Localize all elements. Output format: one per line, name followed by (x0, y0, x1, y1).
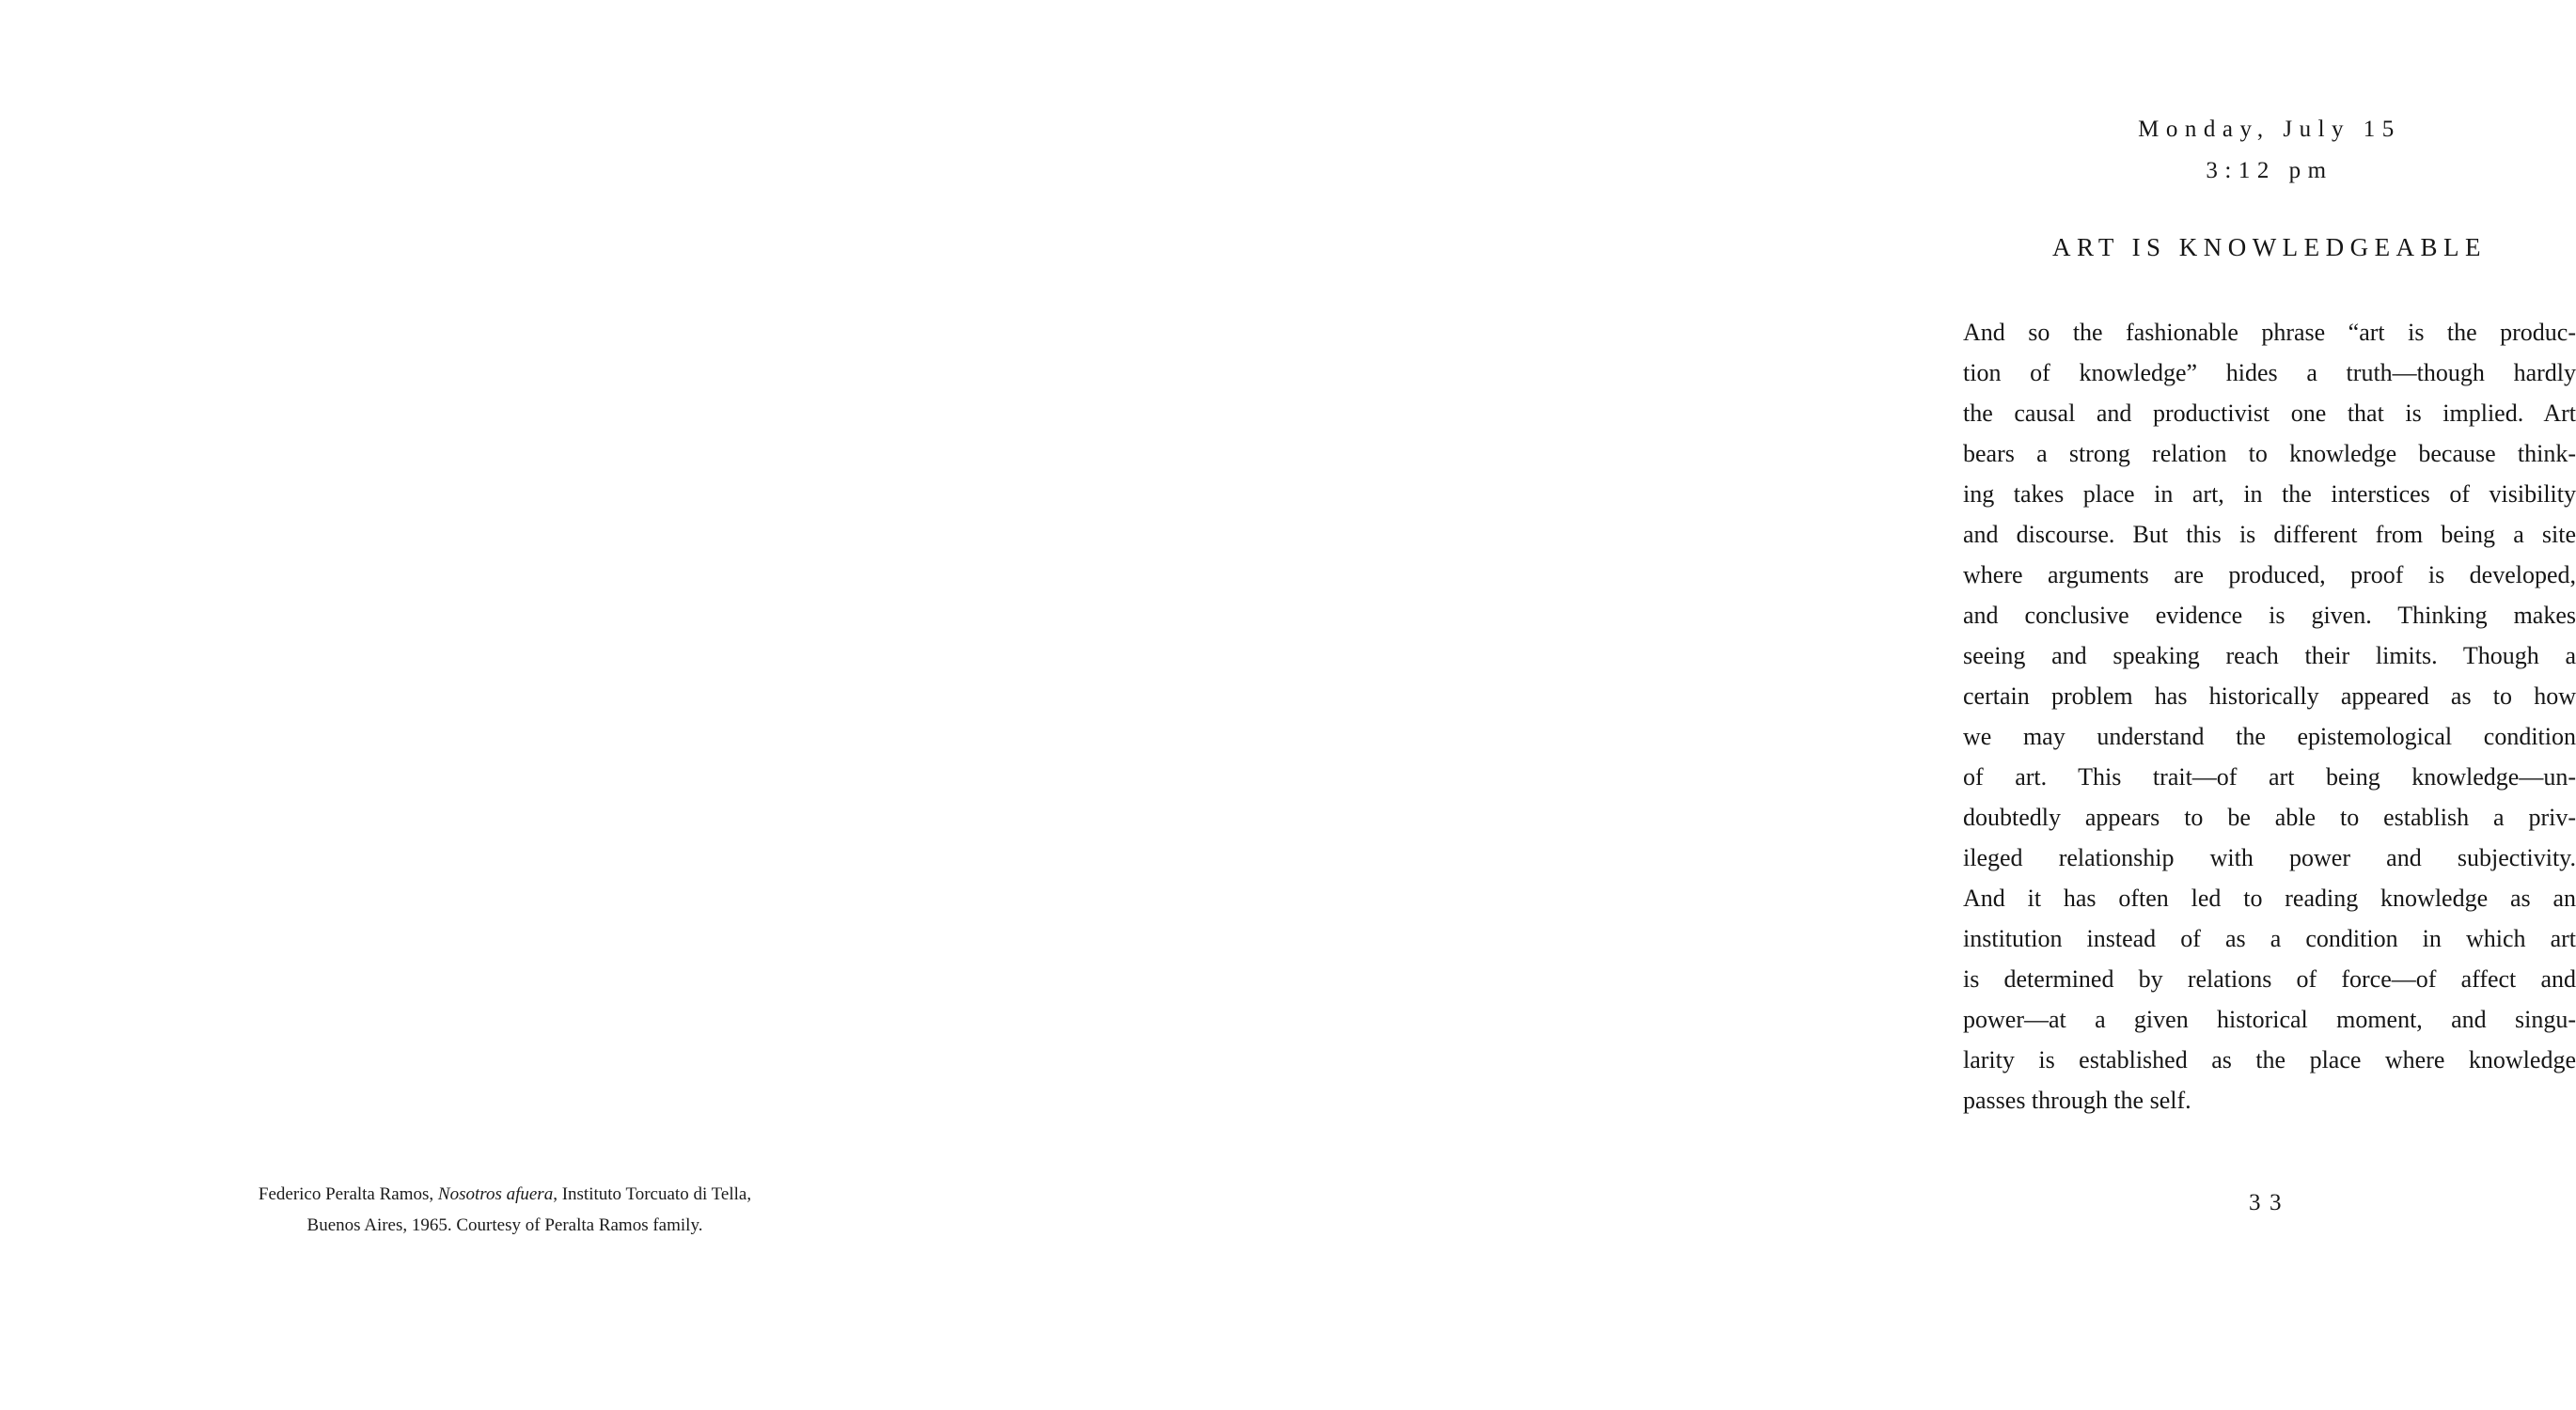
body-line: and conclusive evidence is given. Thinking makes (1963, 602, 2576, 629)
body-line: And so the fashionable phrase “art is the produc- (1963, 319, 2576, 346)
caption-credit-line: Buenos Aires, 1965. Courtesy of Peralta Ramos family. (306, 1215, 703, 1235)
body-line: doubtedly appears to be able to establish a priv- (1963, 804, 2576, 831)
page-number: 33 (2249, 1190, 2290, 1215)
caption-work-title: Nosotros afuera (437, 1184, 554, 1204)
body-line: certain problem has historically appeared as to how (1963, 682, 2576, 710)
body-line: tion of knowledge” hides a truth—though hardly (1963, 359, 2576, 386)
body-line: institution instead of as a condition in which art (1963, 925, 2576, 952)
left-page (0, 0, 924, 1410)
entry-date: Monday, July 15 (2138, 117, 2401, 142)
entry-title: ART IS KNOWLEDGEABLE (2052, 233, 2487, 261)
body-line: passes through the self. (1963, 1087, 2191, 1114)
body-line: seeing and speaking reach their limits. Though a (1963, 642, 2576, 669)
body-line: the causal and productivist one that is implied. Art (1963, 400, 2576, 427)
body-line: we may understand the epistemological condition (1963, 723, 2576, 750)
entry-time: 3:12 pm (2206, 158, 2333, 183)
body-line: of art. This trait—of art being knowledge—un- (1963, 763, 2576, 791)
right-page (924, 0, 2576, 1410)
body-line: ileged relationship with power and subjectivity. (1963, 844, 2576, 871)
body-line: power—at a given historical moment, and singu- (1963, 1006, 2576, 1033)
body-line: is determined by relations of force—of affect and (1963, 965, 2576, 993)
body-line: and discourse. But this is different from being a site (1963, 521, 2576, 548)
body-line: larity is established as the place where knowledge (1963, 1046, 2576, 1073)
body-line: bears a strong relation to knowledge because think- (1963, 440, 2576, 467)
figure-caption (166, 1179, 843, 1241)
body-line: ing takes place in art, in the interstices of visibility (1963, 480, 2576, 508)
body-line: where arguments are produced, proof is developed, (1963, 561, 2576, 588)
body-line: And it has often led to reading knowledge as an (1963, 885, 2576, 912)
body-paragraph (1963, 312, 2576, 1120)
caption-institution: , Instituto Torcuato di Tella, (553, 1184, 752, 1204)
entry-dateline (1963, 109, 2576, 192)
caption-artist: Federico Peralta Ramos, (258, 1184, 438, 1204)
